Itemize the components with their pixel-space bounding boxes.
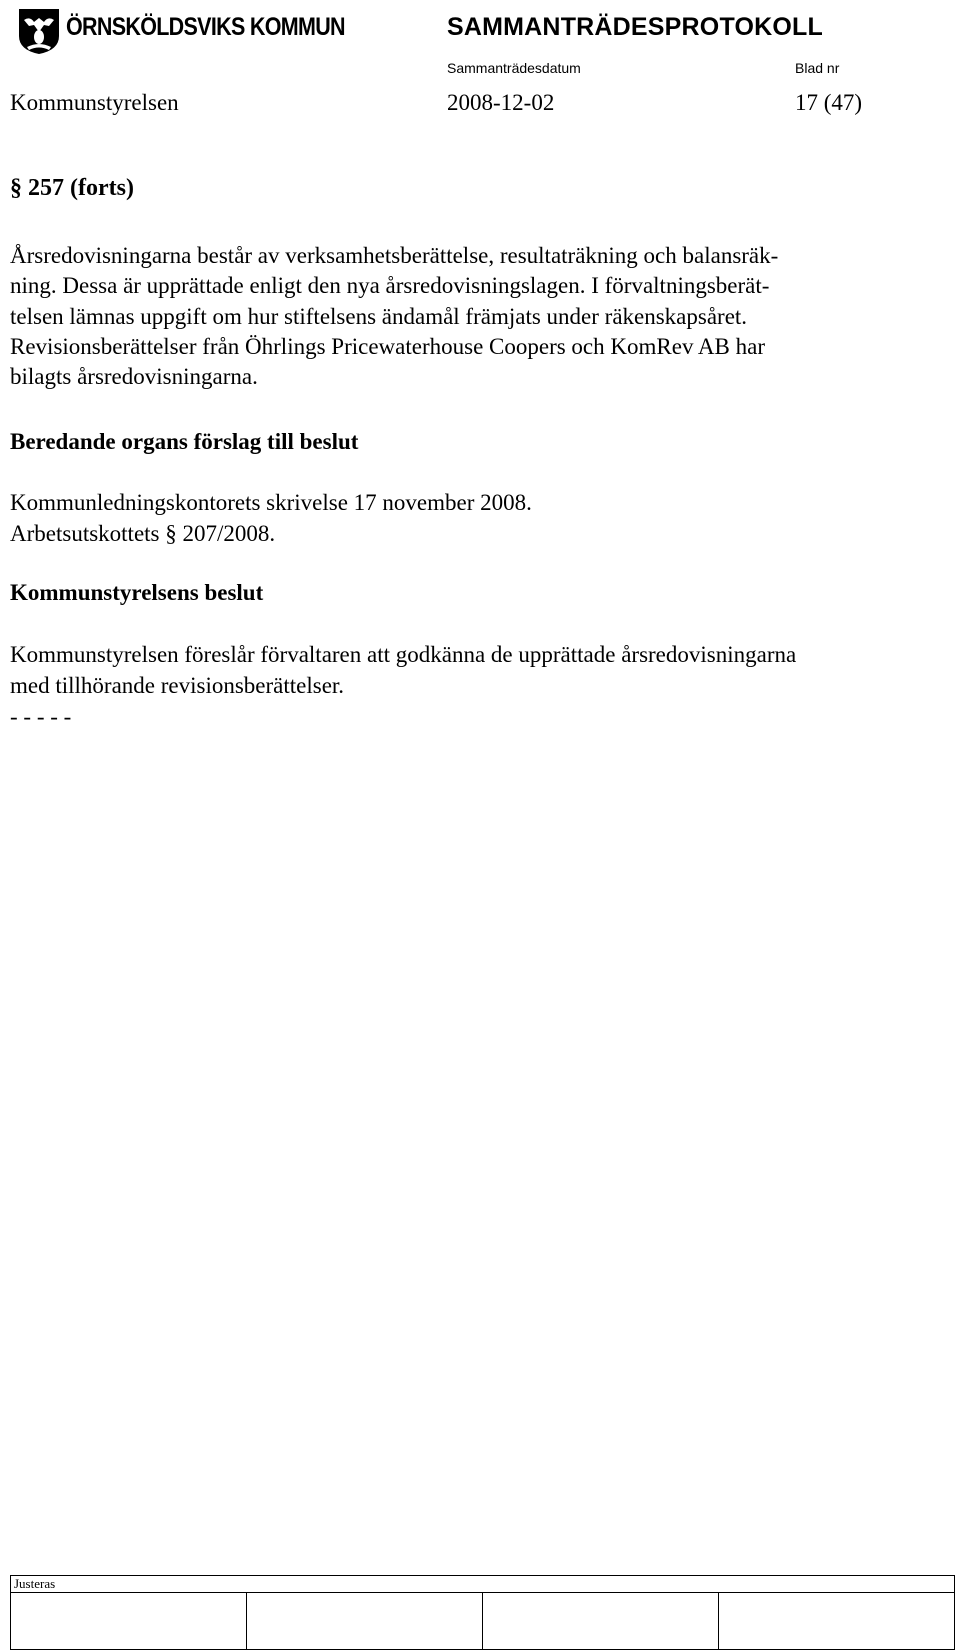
signature-box: [719, 1593, 955, 1650]
body-line: ning. Dessa är upprättade enligt den nya årsredovisningslagen. I förvaltningsberät-: [10, 273, 770, 298]
section-heading: § 257 (forts): [10, 175, 134, 201]
date-label: Sammanträdesdatum: [447, 60, 581, 76]
municipal-crest-icon: [16, 6, 62, 56]
body-line: bilagts årsredovisningarna.: [10, 364, 258, 389]
page-number: 17 (47): [795, 90, 863, 115]
committee-name: Kommunstyrelsen: [10, 90, 179, 115]
body-line: Årsredovisningarna består av verksamhetsberättelse, resultaträkning och balansräk-: [10, 243, 779, 268]
page-label: Blad nr: [795, 60, 840, 76]
proposal-heading: Beredande organs förslag till beslut: [10, 429, 359, 454]
body-line: telsen lämnas uppgift om hur stiftelsens ändamål främjats under räkenskapsåret.: [10, 304, 748, 329]
decision-line: med tillhörande revisionsberättelser.: [10, 673, 345, 698]
decision-line: Kommunstyrelsen föreslår förvaltaren att godkänna de upprättade årsredovisningarna: [10, 642, 797, 667]
end-marker: - - - - -: [10, 704, 72, 729]
proposal-line: Arbetsutskottets § 207/2008.: [10, 521, 276, 546]
body-line: Revisionsberättelser från Öhrlings Pricewaterhouse Coopers och KomRev AB har: [10, 334, 765, 359]
organization-name: ÖRNSKÖLDSVIKS KOMMUN: [66, 13, 345, 41]
document-type: SAMMANTRÄDESPROTOKOLL: [447, 13, 823, 41]
signature-table: [10, 1575, 955, 1650]
signature-box: [11, 1593, 247, 1650]
decision-heading: Kommunstyrelsens beslut: [10, 580, 264, 605]
signature-box: [247, 1593, 483, 1650]
proposal-line: Kommunledningskontorets skrivelse 17 november 2008.: [10, 490, 532, 515]
signature-box: [483, 1593, 719, 1650]
signature-label: Justeras: [11, 1576, 955, 1593]
meeting-date: 2008-12-02: [447, 90, 555, 115]
